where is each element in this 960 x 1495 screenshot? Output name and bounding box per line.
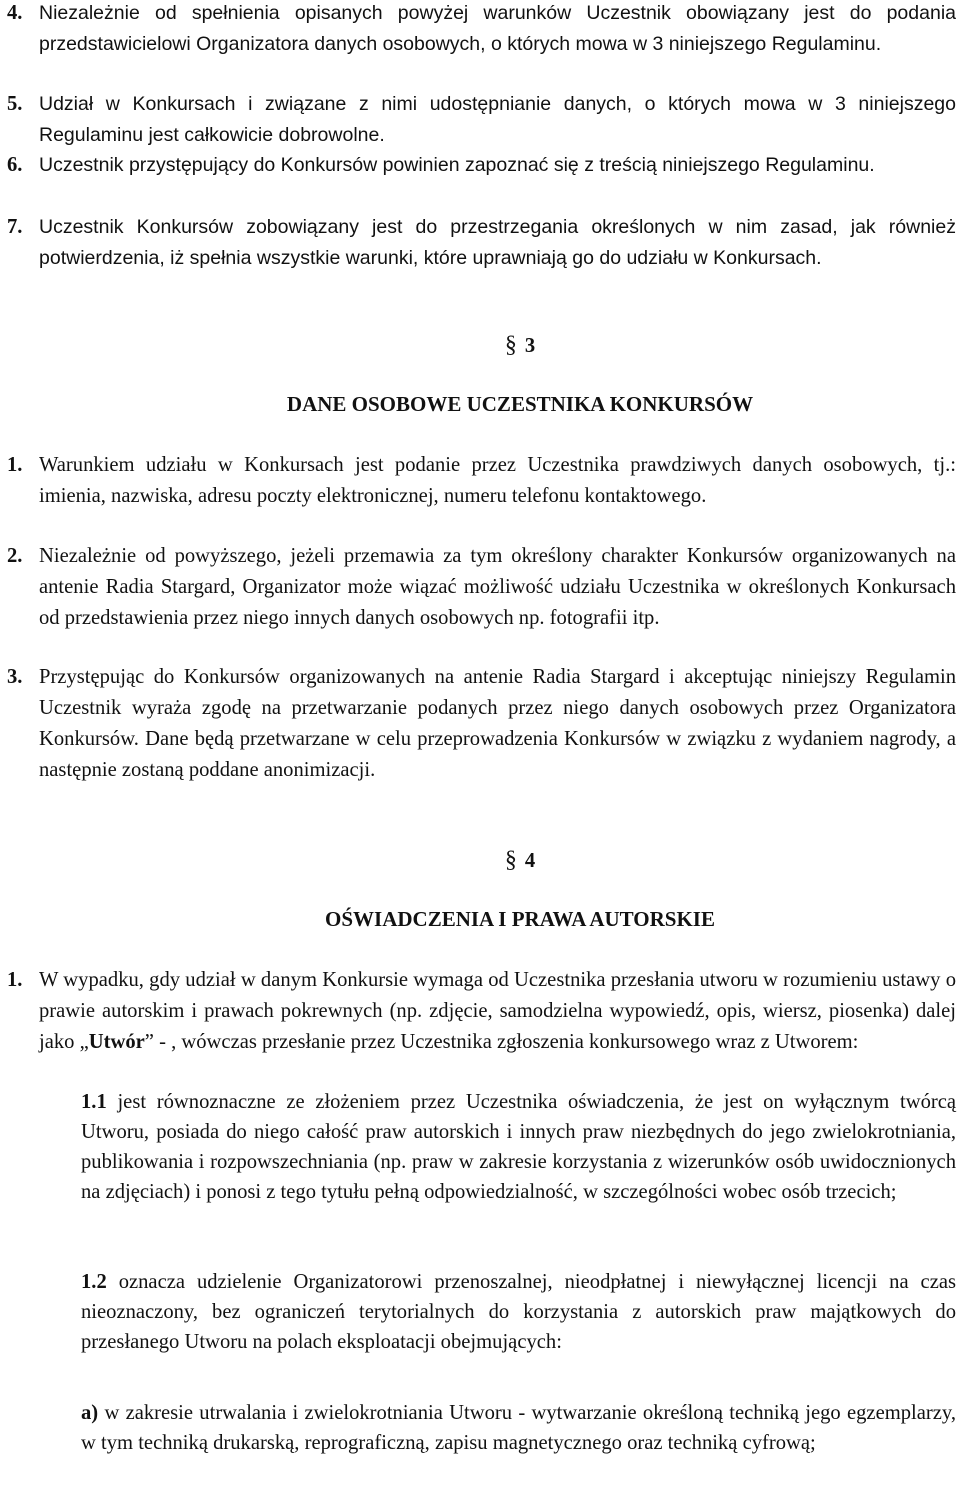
list-item (7, 541, 956, 634)
item-number: 4. (7, 2, 23, 24)
item-number: 5. (7, 93, 23, 115)
item-text: Udział w Konkursach i związane z nimi udostępnianie danych, o których mowa w 3 niniejszego Regulaminu jest całkowicie dobrowolne. (39, 93, 956, 146)
item-text-part: ” - , wówczas przesłanie przez Uczestnika zgłoszenia konkursowego wraz z Utworem: (144, 1031, 859, 1053)
item-text (39, 965, 956, 1058)
item-number: 2. (7, 545, 23, 567)
section-sign-icon: § (504, 847, 517, 873)
sub-item-number: a) (81, 1402, 99, 1424)
sub-item-text: w zakresie utrwalania i zwielokrotniania Utworu - wytwarzanie określoną techniką jego egzemplarzy, w tym techniką drukarską, reprograficzną, zapisu magnetycznego oraz techniką cyfrową; (81, 1402, 956, 1454)
list-item (7, 0, 956, 60)
sub-item (81, 1398, 956, 1458)
section-sign-icon: § (504, 332, 517, 358)
sub-item (81, 1087, 956, 1207)
item-text: Przystępując do Konkursów organizowanych na antenie Radia Stargard i akceptując niniejszy Regulamin Uczestnik wyraża zgodę na przetwarzanie podanych przez niego danych osobowych przez Organizatora Konkursów. Dane będą przetwarzane w celu przeprowadzenia Konkursów w związku z wydaniem nagrody, a następnie zostaną poddane anonimizacji. (39, 666, 956, 781)
list-item (7, 212, 956, 274)
sub-item-number: 1.1 (81, 1091, 107, 1113)
sub-item-number: 1.2 (81, 1271, 107, 1293)
item-text: Warunkiem udziału w Konkursach jest podanie przez Uczestnika prawdziwych danych osobowych, tj.: imienia, nazwiska, adresu poczty elektronicznej, numeru telefonu kontaktowego. (39, 454, 956, 507)
item-number: 1. (7, 969, 23, 991)
item-text: Niezależnie od powyższego, jeżeli przemawia za tym określony charakter Konkursów organizowanych na antenie Radia Stargard, Organizator może wiązać możliwość udziału Uczestnika w określonych Konkursach od przedstawienia przez niego innych danych osobowych np. fotografii itp. (39, 545, 956, 629)
item-number: 3. (7, 666, 23, 688)
list-item (7, 450, 956, 512)
list-item (7, 662, 956, 786)
list-item (7, 150, 956, 181)
item-text: Uczestnik Konkursów zobowiązany jest do przestrzegania określonych w nim zasad, jak również potwierdzenia, iż spełnia wszystkie warunki, które uprawniają go do udziału w Konkursach. (39, 216, 956, 269)
section-number (0, 845, 960, 876)
list-item (7, 89, 956, 151)
sub-item (81, 1267, 956, 1357)
sub-item-text: oznacza udzielenie Organizatorowi przenoszalnej, nieodpłatnej i niewyłącznej licencji na czas nieoznaczony, bez ograniczeń terytorialnych do korzystania z autorskich praw majątkowych do przesłanego Utworu na polach eksploatacji obejmujących: (81, 1271, 956, 1353)
item-text: Niezależnie od spełnienia opisanych powyżej warunków Uczestnik obowiązany jest do podania przedstawicielowi Organizatora danych osobowych, o których mowa w 3 niniejszego Regulaminu. (39, 2, 956, 55)
item-number: 6. (7, 154, 23, 176)
item-number: 7. (7, 216, 23, 238)
section-number-value: 3 (524, 335, 536, 357)
section-title: DANE OSOBOWE UCZESTNIKA KONKURSÓW (286, 392, 754, 416)
list-item (7, 965, 956, 1058)
section-number (0, 330, 960, 361)
sub-item-text: jest równoznaczne ze złożeniem przez Uczestnika oświadczenia, że jest on wyłącznym twórcą Utworu, posiada do niego całość praw autorskich i innych praw niezbędnych do jego zwielokrotniania, publikowania i rozpowszechniania (np. praw w zakresie korzystania z wizerunków osób uwidocznionych na zdjęciach) i ponosi z tego tytułu pełną odpowiedzialność, w szczególności wobec osób trzecich; (81, 1091, 957, 1203)
item-text: Uczestnik przystępujący do Konkursów powinien zapoznać się z treścią niniejszego Regulaminu. (39, 154, 875, 176)
defined-term: Utwór (88, 1031, 145, 1053)
section-title: OŚWIADCZENIA I PRAWA AUTORSKIE (325, 907, 715, 931)
item-text-part: W wypadku, gdy udział w danym Konkursie wymaga od Uczestnika przesłania utworu w rozumieniu ustawy o prawie autorskim i prawach pokrewnych (np. zdjęcie, samodzielna wypowiedź, opis, wiersz, piosenka) dalej jako „ (39, 969, 956, 1053)
section-number-value: 4 (524, 850, 536, 872)
item-number: 1. (7, 454, 23, 476)
